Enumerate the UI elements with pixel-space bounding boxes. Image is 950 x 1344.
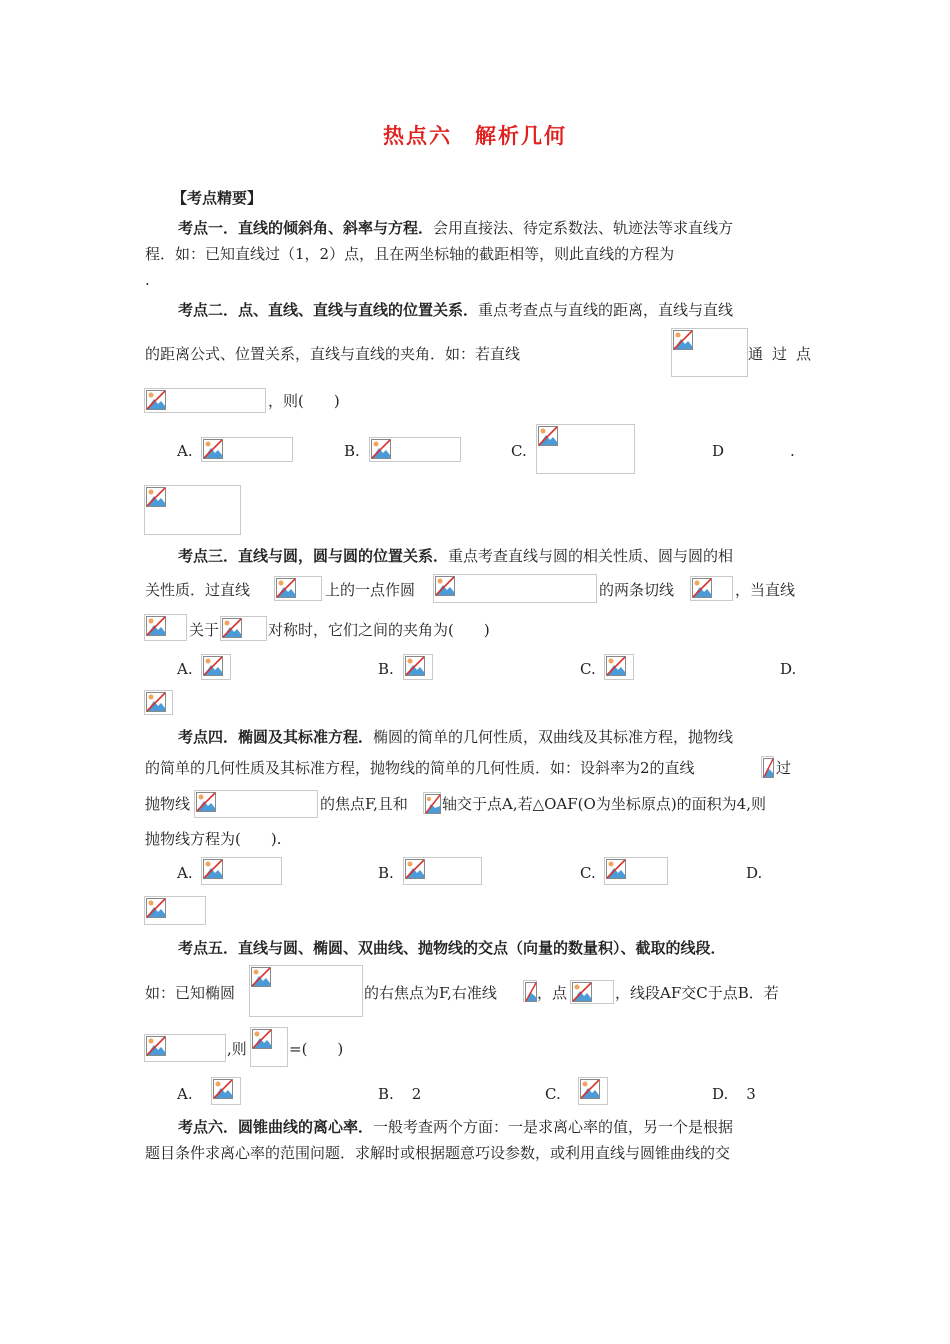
- formula-image: [604, 654, 634, 680]
- formula-image: [570, 980, 614, 1004]
- k5-line2a: 如：已知椭圆: [145, 984, 236, 1002]
- k5-line2c: ，点: [537, 984, 568, 1002]
- k6-line2: 题目条件求离心率的范围问题．求解时或根据题意巧设参数，或利用直线与圆锥曲线的交: [145, 1144, 731, 1162]
- formula-image: [403, 654, 433, 680]
- k4-line2b: 过: [776, 759, 792, 777]
- k2-option-d-dot: .: [790, 442, 795, 460]
- broken-image-icon: [405, 656, 425, 676]
- k3-heading: 考点三．直线与圆，圆与圆的位置关系．: [178, 547, 449, 565]
- broken-image-icon: [606, 859, 626, 879]
- formula-image: [144, 690, 173, 715]
- formula-image: [433, 574, 597, 603]
- k5-line3a: ,则: [227, 1040, 247, 1058]
- broken-image-icon: [580, 1079, 600, 1099]
- k1-heading: 考点一．直线的倾斜角、斜率与方程．: [178, 219, 434, 237]
- k2-line2a: 的距离公式、位置关系，直线与直线的夹角．如：若直线: [145, 345, 521, 363]
- k5-option-b: [378, 1084, 421, 1104]
- k3-line2d: ，当直线: [735, 581, 796, 599]
- broken-image-icon: [763, 758, 774, 778]
- k3-line2c: 的两条切线: [599, 581, 675, 599]
- k4-heading: 考点四．椭圆及其标准方程．: [178, 728, 374, 746]
- k3-option-d: D.: [780, 660, 797, 678]
- broken-image-icon: [572, 982, 592, 1002]
- k6-line1: [178, 1117, 733, 1137]
- formula-image: [690, 576, 733, 601]
- k4-line1: [178, 727, 733, 747]
- formula-image: [761, 756, 774, 778]
- broken-image-icon: [405, 859, 425, 879]
- k2-heading: 考点二．点、直线、直线与直线的位置关系．: [178, 301, 479, 319]
- broken-image-icon: [146, 616, 166, 636]
- k1-line2: 程．如：已知直线过（1，2）点，且在两坐标轴的截距相等，则此直线的方程为: [145, 245, 675, 263]
- k5-heading: 考点五．直线与圆、椭圆、双曲线、抛物线的交点（向量的数量积）、截取的线段．: [178, 939, 726, 957]
- formula-image: [144, 614, 187, 641]
- broken-image-icon: [196, 792, 216, 812]
- k4-text1: 椭圆的简单的几何性质，双曲线及其标准方程，抛物线: [373, 728, 734, 746]
- formula-image: [201, 654, 231, 680]
- k5-option-d: [712, 1084, 756, 1104]
- k1-line1: [178, 218, 733, 238]
- k4-line4: 抛物线方程为( ).: [145, 830, 282, 848]
- formula-image: [523, 980, 537, 1002]
- k3-line3b: 对称时，它们之间的夹角为( ): [268, 621, 490, 639]
- formula-image: [274, 576, 322, 601]
- broken-image-icon: [252, 1029, 272, 1049]
- broken-image-icon: [538, 426, 558, 446]
- k5-option-b-value: 2: [411, 1085, 422, 1103]
- k2-option-d: D: [712, 442, 725, 460]
- k3-option-c: C.: [580, 660, 596, 678]
- broken-image-icon: [251, 967, 271, 987]
- broken-image-icon: [276, 578, 296, 598]
- k4-line2a: 的简单的几何性质及其标准方程，抛物线的简单的几何性质．如：设斜率为2的直线: [145, 759, 695, 777]
- formula-image: [604, 857, 668, 885]
- k3-line2a: 关性质．过直线: [145, 581, 251, 599]
- k6-heading: 考点六．圆锥曲线的离心率．: [178, 1118, 374, 1136]
- page-title: 热点六 解析几何: [383, 124, 567, 148]
- k6-text1: 一般考查两个方面：一是求离心率的值，另一个是根据: [373, 1118, 734, 1136]
- broken-image-icon: [146, 487, 166, 507]
- broken-image-icon: [146, 1036, 166, 1056]
- formula-image: [194, 790, 318, 818]
- k3-line1: [178, 546, 733, 566]
- k2-option-b: B.: [344, 442, 360, 460]
- broken-image-icon: [146, 390, 166, 410]
- k1-line3: .: [145, 271, 150, 289]
- formula-image: [211, 1077, 241, 1105]
- k5-option-c: C.: [545, 1085, 561, 1103]
- k2-option-c: C.: [511, 442, 527, 460]
- broken-image-icon: [525, 982, 537, 1002]
- formula-image: [578, 1077, 608, 1105]
- broken-image-icon: [203, 439, 223, 459]
- k2-line1: [178, 300, 733, 320]
- broken-image-icon: [673, 330, 693, 350]
- k3-option-b: B.: [378, 660, 394, 678]
- k5-option-d-value: 3: [746, 1085, 756, 1103]
- broken-image-icon: [203, 656, 223, 676]
- k5-line2d: ，线段AF交C于点B．若: [615, 984, 779, 1002]
- k4-line3a: 抛物线: [145, 795, 191, 813]
- broken-image-icon: [692, 578, 712, 598]
- formula-image: [249, 965, 363, 1017]
- formula-image: [369, 437, 461, 462]
- k3-line2b: 上的一点作圆: [325, 581, 416, 599]
- formula-image: [220, 616, 267, 641]
- k4-option-c: C.: [580, 864, 596, 882]
- broken-image-icon: [222, 618, 242, 638]
- k4-option-d: D.: [746, 864, 763, 882]
- k4-option-b: B.: [378, 864, 394, 882]
- formula-image: [250, 1027, 288, 1067]
- broken-image-icon: [435, 576, 455, 596]
- broken-image-icon: [146, 692, 166, 712]
- formula-image: [144, 1034, 226, 1062]
- formula-image: [403, 857, 482, 885]
- formula-image: [144, 485, 241, 535]
- broken-image-icon: [213, 1079, 233, 1099]
- k3-option-a: A.: [177, 660, 193, 678]
- k5-line3b: =( ): [289, 1040, 344, 1058]
- k4-line3c: 轴交于点A,若△OAF(O为坐标原点)的面积为4,则: [442, 795, 766, 813]
- k2-text2b: 通过点: [748, 345, 821, 363]
- formula-image: [144, 896, 206, 925]
- k3-line3a: 关于: [189, 621, 220, 639]
- k4-line3b: 的焦点F,且和: [320, 795, 408, 813]
- formula-image: [536, 424, 635, 474]
- k4-option-a: A.: [177, 864, 193, 882]
- formula-image: [144, 388, 266, 413]
- broken-image-icon: [425, 794, 441, 814]
- k5-option-b-label: B.: [378, 1085, 394, 1103]
- k2-line2b: [748, 344, 821, 364]
- formula-image: [201, 437, 293, 462]
- broken-image-icon: [203, 859, 223, 879]
- broken-image-icon: [371, 439, 391, 459]
- k2-line3: ，则( ): [268, 392, 340, 410]
- k3-text1: 重点考查直线与圆的相关性质、圆与圆的相: [448, 547, 734, 565]
- k5-option-a: A.: [177, 1085, 193, 1103]
- k2-option-a: A.: [177, 442, 193, 460]
- section-heading: 【考点精要】: [172, 189, 263, 207]
- k2-text1: 重点考查点与直线的距离，直线与直线: [478, 301, 734, 319]
- k5-line2b: 的右焦点为F,右准线: [364, 984, 497, 1002]
- formula-image: [423, 792, 441, 814]
- k1-text1: 会用直接法、待定系数法、轨迹法等求直线方: [433, 219, 734, 237]
- formula-image: [201, 857, 282, 885]
- broken-image-icon: [606, 656, 626, 676]
- k5-option-d-label: D.: [712, 1085, 729, 1103]
- broken-image-icon: [146, 898, 166, 918]
- formula-image: [671, 328, 748, 377]
